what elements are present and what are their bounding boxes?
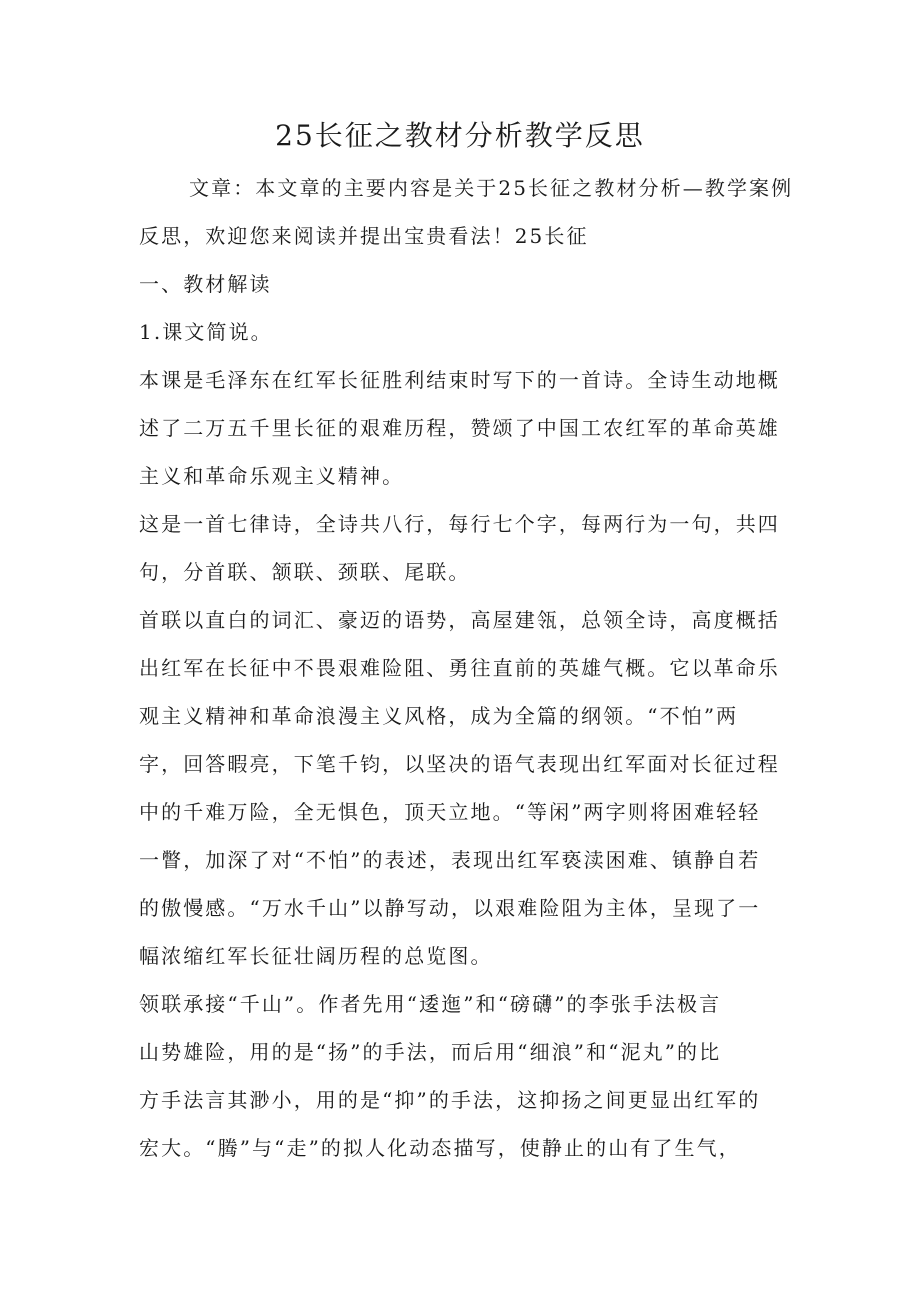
- text-line: 山势雄险，用的是“扬”的手法，而后用“细浪”和“泥丸”的比: [139, 1040, 722, 1064]
- section-heading: 一、教材解读: [139, 272, 272, 296]
- text-line: 句，分首联、颔联、颈联、尾联。: [139, 560, 471, 584]
- text-line: 述了二万五千里长征的艰难历程，赞颂了中国工农红军的革命英雄: [139, 416, 780, 440]
- subsection-heading: 1.课文简说。: [139, 320, 273, 344]
- text-line: 字，回答暇亮，下笔千钧，以坚决的语气表现出红军面对长征过程: [139, 752, 780, 776]
- text-line: 幅浓缩红军长征壮阔历程的总览图。: [139, 944, 493, 968]
- document-title: 25长征之教材分析教学反思: [275, 119, 645, 152]
- text-line: 宏大。“腾”与“走”的拟人化动态描写，使静止的山有了生气，: [139, 1136, 741, 1160]
- text-line: 出红军在长征中不畏艰难险阻、勇往直前的英雄气概。它以革命乐: [139, 656, 780, 680]
- text-line: 领联承接“千山”。作者先用“逶迤”和“磅礴”的李张手法极言: [139, 992, 722, 1016]
- text-line: 首联以直白的词汇、豪迈的语势，高屋建瓴，总领全诗，高度概括: [139, 608, 780, 632]
- text-line: 观主义精神和革命浪漫主义风格，成为全篇的纲领。“不怕”两: [139, 704, 739, 728]
- text-line: 本课是毛泽东在红军长征胜利结束时写下的一首诗。全诗生动地概: [139, 368, 780, 392]
- text-line: 方手法言其渺小，用的是“抑”的手法，这抑扬之间更显出红军的: [139, 1088, 761, 1112]
- text-line: 的傲慢感。“万水千山”以静写动，以艰难险阻为主体，呈现了一: [139, 896, 761, 920]
- text-line: 一瞥，加深了对“不怕”的表述，表现出红军亵渎困难、镇静自若: [139, 848, 761, 872]
- text-line: 这是一首七律诗，全诗共八行，每行七个字，每两行为一句，共四: [139, 512, 780, 536]
- text-line: 主义和革命乐观主义精神。: [139, 464, 405, 488]
- text-line: 反思，欢迎您来阅读并提出宝贵看法！25长征: [139, 224, 589, 248]
- text-line: 中的千难万险，全无惧色，顶天立地。“等闲”两字则将困难轻轻: [139, 800, 761, 824]
- text-line: 文章：本文章的主要内容是关于25长征之教材分析—教学案例: [189, 176, 794, 200]
